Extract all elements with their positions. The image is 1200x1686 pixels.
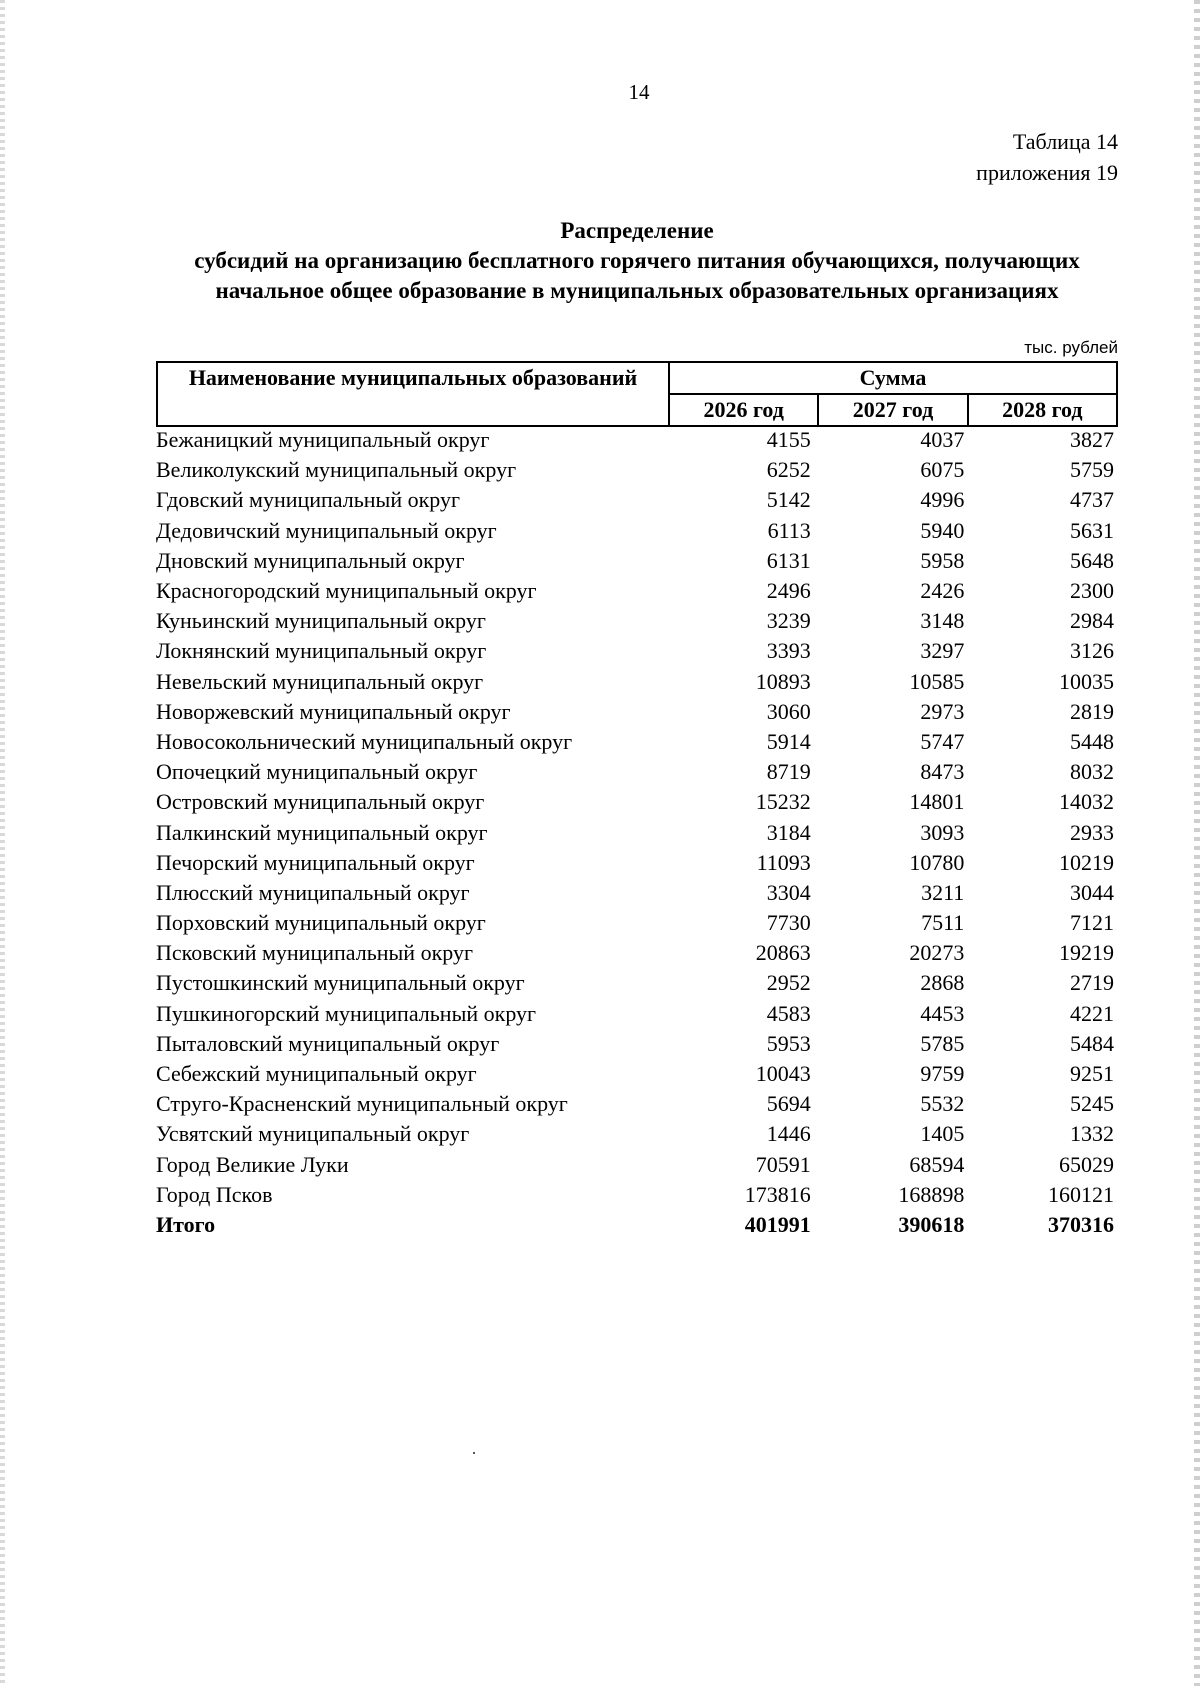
row-value-2028: 370316 xyxy=(1048,1211,1114,1237)
row-value-2028: 14032 xyxy=(1059,789,1114,815)
row-value-2027: 1405 xyxy=(920,1121,965,1147)
row-value-2028: 5245 xyxy=(1070,1091,1114,1117)
table-row xyxy=(156,968,1118,998)
row-value-2027: 5940 xyxy=(920,517,965,543)
row-value-2028: 3126 xyxy=(1070,638,1114,664)
row-name: Новосокольнический муниципальный округ xyxy=(156,728,573,754)
row-name: Красногородский муниципальный округ xyxy=(156,578,537,604)
row-value-2026: 70591 xyxy=(755,1151,811,1177)
row-value-2026: 3393 xyxy=(766,638,811,664)
row-value-2028: 10219 xyxy=(1059,849,1114,875)
annex-reference xyxy=(976,126,1118,188)
row-value-2028: 5484 xyxy=(1070,1030,1114,1056)
table-row xyxy=(156,878,1118,908)
table-row xyxy=(156,546,1118,576)
row-value-2028: 4737 xyxy=(1070,487,1114,513)
row-value-2027: 5785 xyxy=(920,1030,965,1056)
row-value-2026: 5953 xyxy=(766,1030,811,1056)
scan-edge-left xyxy=(0,0,5,1686)
row-value-2028: 1332 xyxy=(1070,1121,1114,1147)
row-value-2026: 1446 xyxy=(766,1121,811,1147)
row-value-2026: 15232 xyxy=(755,789,811,815)
table-header xyxy=(156,361,1118,427)
row-value-2027: 4996 xyxy=(920,487,965,513)
row-name: Струго-Красненский муниципальный округ xyxy=(156,1091,568,1117)
row-value-2026: 3304 xyxy=(766,879,811,905)
row-value-2028: 5759 xyxy=(1070,457,1114,483)
row-value-2028: 3044 xyxy=(1070,879,1114,905)
table-row xyxy=(156,425,1118,455)
row-name: Палкинский муниципальный округ xyxy=(156,819,488,845)
table-row xyxy=(156,485,1118,515)
row-name: Пушкиногорский муниципальный округ xyxy=(156,1000,537,1026)
row-value-2028: 19219 xyxy=(1059,940,1114,966)
row-value-2028: 2819 xyxy=(1070,698,1114,724)
row-value-2027: 3211 xyxy=(921,879,965,905)
row-value-2027: 3093 xyxy=(920,819,965,845)
row-value-2026: 11093 xyxy=(756,849,811,875)
row-name: Пустошкинский муниципальный округ xyxy=(156,970,525,996)
row-name: Город Великие Луки xyxy=(156,1151,349,1177)
annex-appendix-label: приложения 19 xyxy=(976,160,1118,185)
row-value-2028: 10035 xyxy=(1059,668,1114,694)
row-value-2028: 4221 xyxy=(1070,1000,1114,1026)
row-value-2027: 6075 xyxy=(920,457,965,483)
row-value-2028: 2933 xyxy=(1070,819,1114,845)
table-row xyxy=(156,516,1118,546)
row-value-2028: 7121 xyxy=(1070,910,1114,936)
row-value-2026: 401991 xyxy=(744,1211,811,1237)
table-row xyxy=(156,908,1118,938)
column-header-sum: Сумма xyxy=(669,362,1117,394)
subsidy-table xyxy=(156,425,1118,1240)
units-label: тыс. рублей xyxy=(1024,338,1118,357)
table-row xyxy=(156,787,1118,817)
row-value-2027: 7511 xyxy=(921,910,965,936)
row-value-2026: 2952 xyxy=(766,970,811,996)
table-row xyxy=(156,606,1118,636)
row-name: Себежский муниципальный округ xyxy=(156,1061,477,1087)
column-header-2027: 2027 год xyxy=(818,394,967,426)
row-value-2028: 5448 xyxy=(1070,728,1114,754)
row-value-2027: 20273 xyxy=(909,940,965,966)
row-value-2027: 5747 xyxy=(920,728,965,754)
table-row xyxy=(156,817,1118,847)
page-number: 14 xyxy=(628,80,650,104)
row-value-2026: 4155 xyxy=(766,427,811,453)
title-line-3: начальное общее образование в муниципальных образовательных организациях xyxy=(215,278,1059,303)
row-name: Город Псков xyxy=(156,1181,273,1207)
row-value-2027: 5532 xyxy=(920,1091,965,1117)
annex-table-label: Таблица 14 xyxy=(1012,129,1118,154)
row-value-2027: 2973 xyxy=(920,698,965,724)
table-row xyxy=(156,727,1118,757)
row-value-2027: 2868 xyxy=(920,970,965,996)
table-row xyxy=(156,1059,1118,1089)
row-name: Порховский муниципальный округ xyxy=(156,910,486,936)
row-name: Печорский муниципальный округ xyxy=(156,849,475,875)
row-value-2026: 2496 xyxy=(766,578,811,604)
row-value-2028: 65029 xyxy=(1059,1151,1114,1177)
row-value-2026: 3184 xyxy=(766,819,811,845)
row-value-2026: 10043 xyxy=(755,1061,811,1087)
row-value-2026: 3239 xyxy=(766,608,811,634)
column-header-2028: 2028 год xyxy=(968,394,1117,426)
row-value-2026: 6113 xyxy=(767,517,811,543)
row-value-2027: 4037 xyxy=(920,427,965,453)
document-title xyxy=(150,216,1124,306)
row-value-2027: 3297 xyxy=(920,638,965,664)
row-value-2028: 8032 xyxy=(1070,759,1114,785)
row-value-2027: 9759 xyxy=(920,1061,965,1087)
row-value-2026: 10893 xyxy=(755,668,811,694)
row-value-2026: 5694 xyxy=(766,1091,811,1117)
row-name: Плюсский муниципальный округ xyxy=(156,879,470,905)
row-value-2026: 6252 xyxy=(766,457,811,483)
row-value-2028: 5631 xyxy=(1070,517,1114,543)
row-value-2026: 4583 xyxy=(766,1000,811,1026)
row-value-2026: 5914 xyxy=(766,728,811,754)
table-row xyxy=(156,999,1118,1029)
table-row xyxy=(156,848,1118,878)
row-value-2028: 2719 xyxy=(1070,970,1114,996)
row-name: Дновский муниципальный округ xyxy=(156,547,465,573)
row-name: Локнянский муниципальный округ xyxy=(156,638,487,664)
row-value-2026: 173816 xyxy=(744,1181,811,1207)
row-value-2026: 6131 xyxy=(766,547,811,573)
row-value-2027: 10585 xyxy=(909,668,965,694)
row-value-2028: 160121 xyxy=(1048,1181,1114,1207)
column-header-2026: 2026 год xyxy=(669,394,818,426)
row-value-2027: 8473 xyxy=(920,759,965,785)
row-value-2026: 5142 xyxy=(766,487,811,513)
row-name: Куньинский муниципальный округ xyxy=(156,608,486,634)
row-name: Гдовский муниципальный округ xyxy=(156,487,461,513)
table-row xyxy=(156,455,1118,485)
scan-edge-right xyxy=(1194,0,1200,1686)
row-value-2027: 4453 xyxy=(920,1000,965,1026)
row-name: Невельский муниципальный округ xyxy=(156,668,484,694)
row-value-2027: 10780 xyxy=(909,849,965,875)
row-value-2028: 2984 xyxy=(1070,608,1114,634)
table-row xyxy=(156,1150,1118,1180)
row-name: Островский муниципальный округ xyxy=(156,789,485,815)
row-value-2027: 390618 xyxy=(898,1211,965,1237)
title-line-2: субсидий на организацию бесплатного горячего питания обучающихся, получающих xyxy=(194,248,1080,273)
table-row xyxy=(156,697,1118,727)
row-name: Опочецкий муниципальный округ xyxy=(156,759,478,785)
row-value-2028: 2300 xyxy=(1070,578,1114,604)
row-value-2026: 8719 xyxy=(766,759,811,785)
table-row xyxy=(156,1089,1118,1119)
row-value-2027: 5958 xyxy=(920,547,965,573)
row-value-2028: 5648 xyxy=(1070,547,1114,573)
table-row xyxy=(156,636,1118,666)
row-value-2027: 68594 xyxy=(909,1151,965,1177)
row-name: Бежаницкий муниципальный округ xyxy=(156,427,490,453)
row-value-2027: 14801 xyxy=(909,789,965,815)
table-row xyxy=(156,757,1118,787)
table-row xyxy=(156,576,1118,606)
row-name: Великолукский муниципальный округ xyxy=(156,457,517,483)
row-value-2028: 9251 xyxy=(1070,1061,1114,1087)
title-line-1: Распределение xyxy=(560,218,714,243)
table-total-row xyxy=(156,1210,1118,1240)
row-name: Пыталовский муниципальный округ xyxy=(156,1030,500,1056)
column-header-name: Наименование муниципальных образований xyxy=(157,362,669,426)
row-value-2027: 2426 xyxy=(920,578,965,604)
row-name: Новоржевский муниципальный округ xyxy=(156,698,511,724)
row-value-2028: 3827 xyxy=(1070,427,1114,453)
table-row xyxy=(156,1119,1118,1149)
table-row xyxy=(156,1180,1118,1210)
row-name: Дедовичский муниципальный округ xyxy=(156,517,497,543)
row-name: Усвятский муниципальный округ xyxy=(156,1121,470,1147)
table-row xyxy=(156,1029,1118,1059)
row-value-2026: 20863 xyxy=(755,940,811,966)
table-row xyxy=(156,667,1118,697)
row-name: Псковский муниципальный округ xyxy=(156,940,473,966)
table-row xyxy=(156,938,1118,968)
row-value-2026: 3060 xyxy=(766,698,811,724)
row-value-2027: 168898 xyxy=(898,1181,965,1207)
scan-speck xyxy=(473,1452,475,1454)
row-value-2026: 7730 xyxy=(766,910,811,936)
row-value-2027: 3148 xyxy=(920,608,965,634)
row-name: Итого xyxy=(156,1211,216,1237)
